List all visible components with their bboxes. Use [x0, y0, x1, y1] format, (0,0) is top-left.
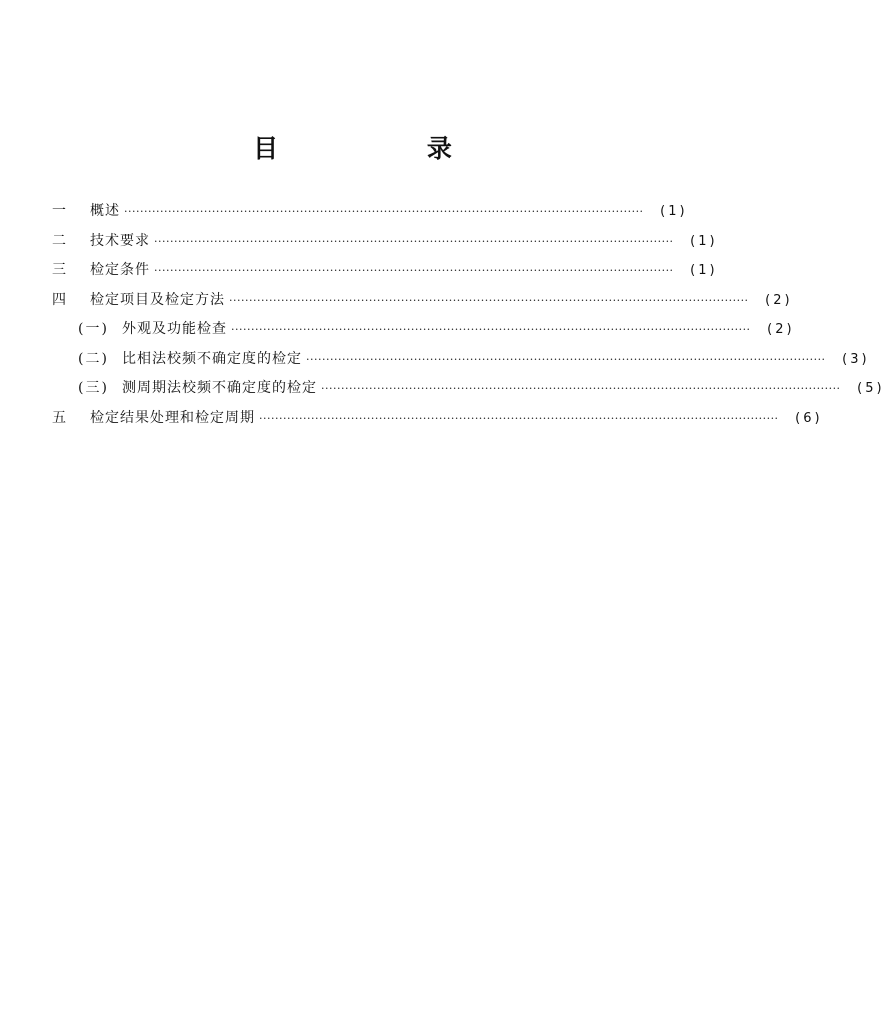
dot-leader: ··································································································································	[154, 264, 674, 277]
toc-subentry	[52, 345, 870, 375]
dot-leader: ··································································································································	[124, 205, 644, 218]
dot-leader: ··································································································································	[321, 382, 841, 395]
toc-entry	[52, 227, 718, 257]
toc-entry	[52, 256, 718, 286]
toc-entry-label: 检定项目及检定方法	[90, 291, 225, 308]
toc-subentry	[52, 374, 885, 404]
toc-subentry-label: 比相法校频不确定度的检定	[122, 350, 302, 367]
toc-subentry-number: (二)	[78, 350, 109, 367]
toc-entry-page: (1)	[660, 204, 688, 219]
toc-entry-label: 技术要求	[90, 232, 150, 249]
table-of-contents	[52, 197, 885, 433]
toc-subentry-label: 外观及功能检查	[122, 321, 227, 337]
toc-entry-page: (2)	[765, 292, 793, 308]
toc-entry-label: 概述	[90, 203, 120, 219]
toc-entry-page: (2)	[767, 322, 795, 337]
toc-subentry-number: (三)	[78, 380, 109, 396]
toc-entry-page: (5)	[857, 381, 885, 396]
toc-entry	[52, 404, 823, 434]
page-title: 目 录	[253, 134, 522, 163]
dot-leader: ··································································································································	[229, 293, 749, 307]
toc-entry-page: (6)	[795, 410, 823, 426]
toc-entry-label: 检定条件	[90, 262, 150, 278]
toc-subentry-label: 测周期法校频不确定度的检定	[122, 380, 317, 396]
toc-entry	[52, 286, 793, 316]
toc-entry-number: 四	[52, 291, 66, 308]
toc-entry-number: 二	[52, 232, 66, 249]
dot-leader: ··································································································································	[231, 323, 751, 336]
dot-leader: ··································································································································	[154, 234, 674, 248]
toc-subentry-number: (一)	[78, 321, 109, 337]
toc-entry-page: (1)	[690, 263, 718, 278]
toc-entry-number: 三	[52, 262, 66, 278]
toc-subentry	[52, 315, 795, 345]
dot-leader: ··································································································································	[306, 352, 826, 366]
toc-entry-page: (3)	[842, 351, 870, 367]
toc-entry-number: 五	[52, 409, 66, 426]
toc-entry-page: (1)	[690, 233, 718, 249]
toc-entry-label: 检定结果处理和检定周期	[90, 409, 255, 426]
dot-leader: ··································································································································	[259, 411, 779, 425]
toc-entry	[52, 197, 688, 227]
toc-entry-number: 一	[52, 203, 66, 219]
